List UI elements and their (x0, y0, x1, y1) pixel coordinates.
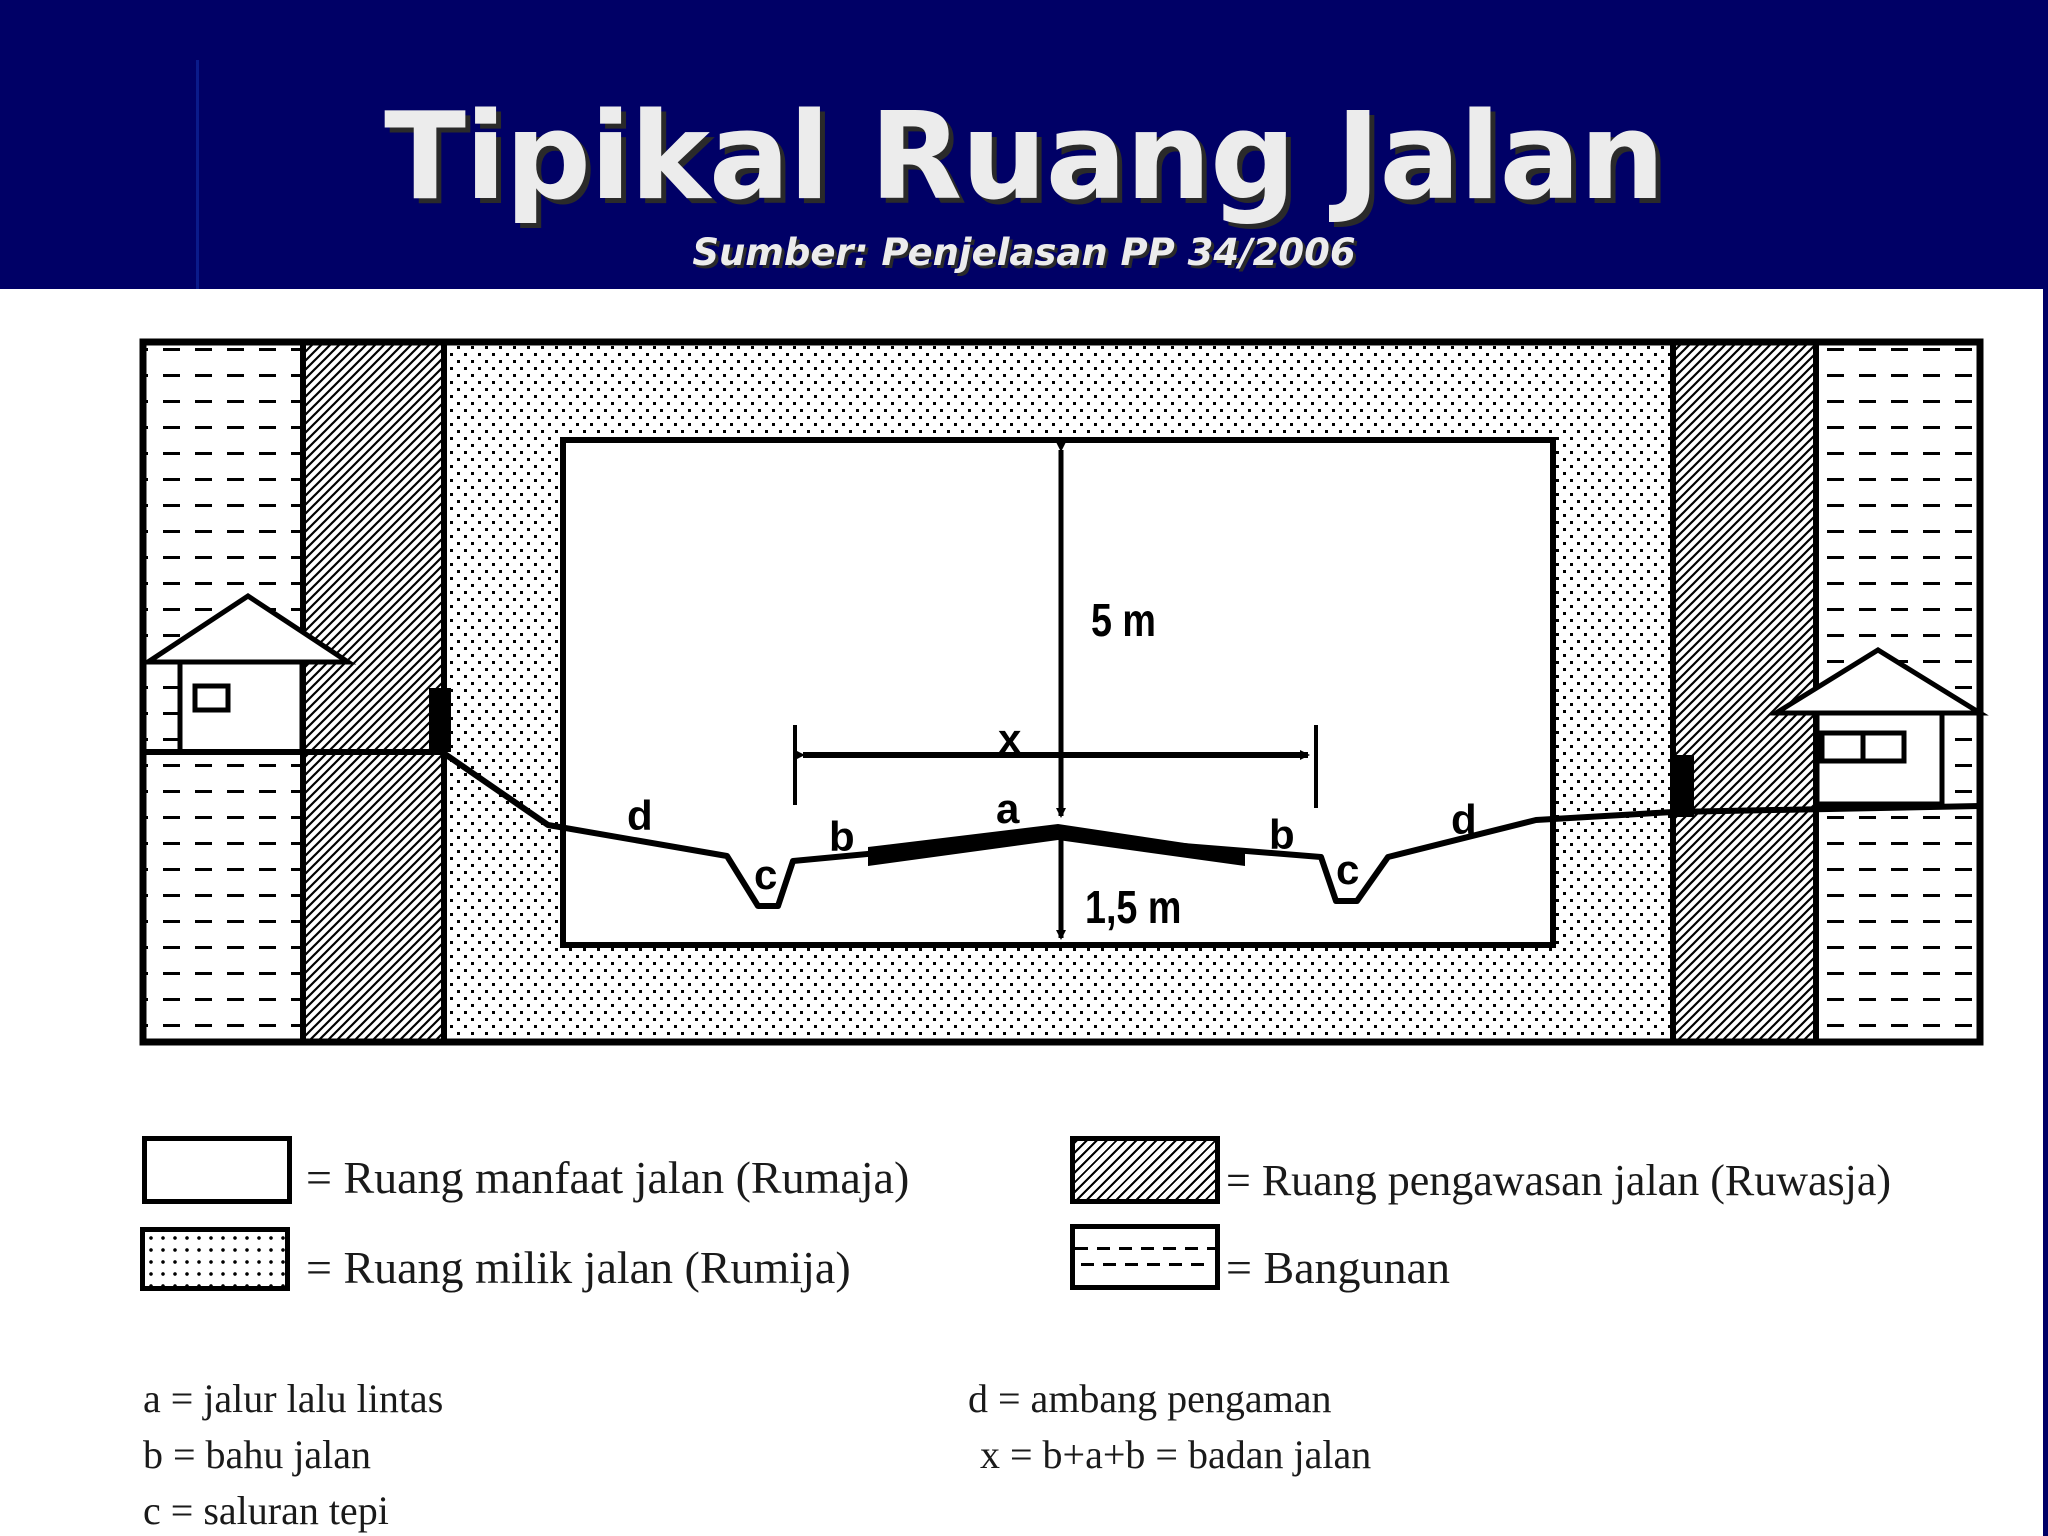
label-x: x (998, 715, 1022, 762)
legend-swatch-rumija (140, 1227, 290, 1291)
note-c: c = saluran tepi (143, 1488, 389, 1533)
legend-swatch-rumaja (142, 1136, 292, 1204)
legend-label-rumija: = Ruang milik jalan (Rumija) (306, 1242, 851, 1293)
label-b-left: b (829, 813, 855, 860)
legend-swatch-bangunan (1070, 1224, 1220, 1290)
ruwasja-zone-right (1673, 342, 1816, 1042)
curb-post-left (429, 688, 451, 752)
label-d-left: d (627, 792, 653, 839)
label-c-right: c (1336, 846, 1360, 893)
curb-post-right (1672, 755, 1694, 817)
ruwasja-zone-left (303, 342, 444, 1042)
slide-subtitle: Sumber: Penjelasan PP 34/2006 (692, 231, 1356, 274)
label-5m: 5 m (1091, 594, 1156, 646)
label-c-left: c (754, 851, 778, 898)
note-b: b = bahu jalan (143, 1432, 372, 1477)
label-a: a (996, 785, 1020, 832)
label-d-right: d (1451, 796, 1477, 843)
legend-label-ruwasja: = Ruang pengawasan jalan (Ruwasja) (1226, 1156, 1892, 1205)
slide-title: Tipikal Ruang Jalan (384, 88, 1664, 227)
note-x: x = b+a+b = badan jalan (980, 1432, 1372, 1477)
label-1-5m: 1,5 m (1085, 881, 1182, 933)
note-a: a = jalur lalu lintas (143, 1376, 444, 1421)
legend-label-rumaja: = Ruang manfaat jalan (Rumaja) (306, 1152, 910, 1203)
legend-swatch-ruwasja (1070, 1136, 1220, 1204)
rumaja-box (563, 440, 1553, 945)
label-b-right: b (1269, 811, 1295, 858)
note-d: d = ambang pengaman (968, 1376, 1332, 1421)
legend-label-bangunan: = Bangunan (1226, 1242, 1450, 1293)
